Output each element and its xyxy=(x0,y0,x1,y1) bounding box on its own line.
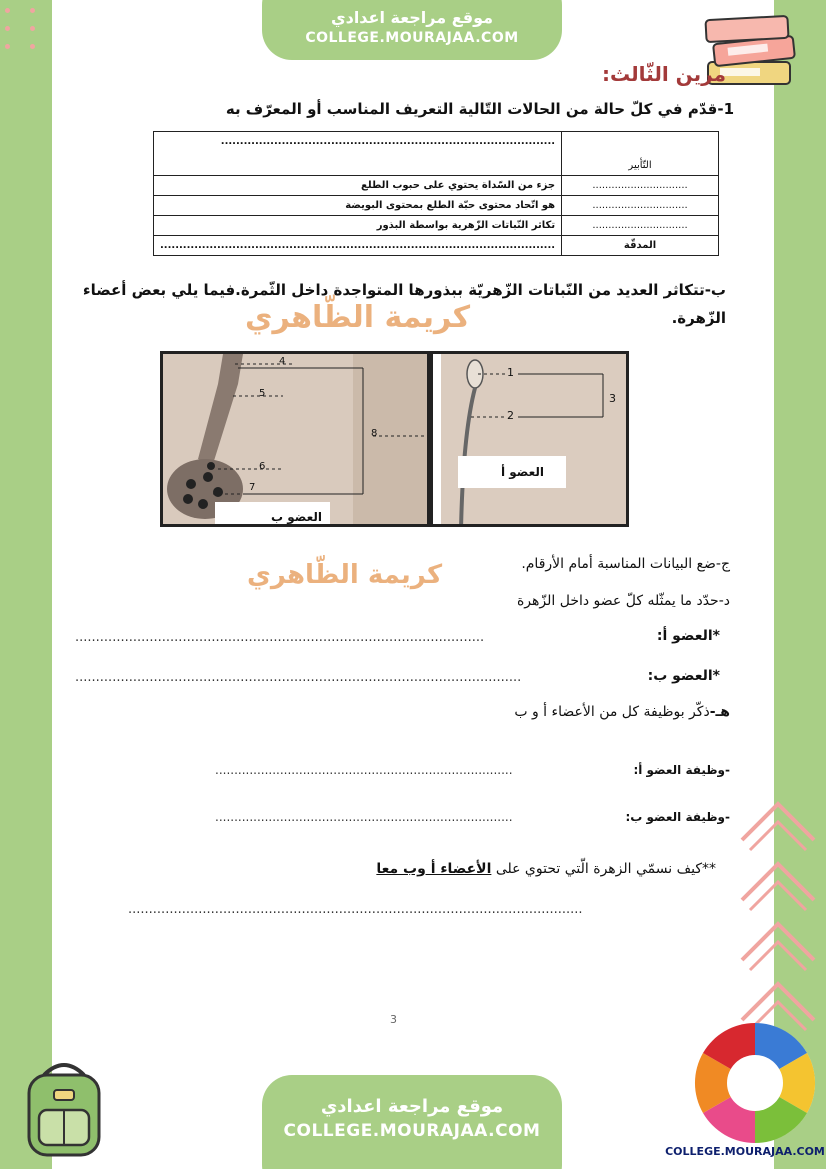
label-number-5: 5 xyxy=(259,388,266,399)
function-a-label: -وظيفة العضو أ: xyxy=(633,763,730,777)
table-cell: ........................................................................................ xyxy=(154,132,562,176)
question-b-line1: ب-تتكاثر العديد من النّباتات الزّهريّة ببذورها المتواجدة داخل الثّمرة.فيما يلي بعض أعضاء xyxy=(82,281,726,299)
label-number-3: 3 xyxy=(609,392,616,405)
organ-a-answer-field[interactable]: ................................................................................................... xyxy=(75,630,485,645)
label-number-4: 4 xyxy=(279,356,286,367)
table-row xyxy=(154,176,719,196)
organ-b-label: *العضو ب: xyxy=(647,668,720,684)
organ-a-label: *العضو أ: xyxy=(656,628,720,644)
footer-site-name: موقع مراجعة اعدادي xyxy=(320,1096,504,1117)
header-site-name: موقع مراجعة اعدادي xyxy=(330,8,494,27)
header-url-link[interactable]: COLLEGE.MOURAJAA.COM xyxy=(305,30,519,46)
footer-logo-url[interactable]: COLLEGE.MOURAJAA.COM xyxy=(665,1145,825,1158)
function-b-answer-field[interactable]: .............................................................................. xyxy=(215,810,513,824)
label-number-2: 2 xyxy=(507,409,514,422)
question-star-bold: الأعضاء أ وب معا xyxy=(376,861,492,877)
backpack-icon xyxy=(14,1055,114,1165)
function-b-label: -وظيفة العضو ب: xyxy=(625,810,730,824)
table-cell: هو اتّحاد محتوى حبّة الطلع بمحتوى البويضة xyxy=(154,196,562,216)
footer-banner xyxy=(262,1075,562,1169)
question-star xyxy=(376,861,716,877)
function-a-answer-field[interactable]: .............................................................................. xyxy=(215,763,513,777)
table-cell: تكاثر النّباتات الزّهرية بواسطة البذور xyxy=(154,216,562,236)
page-number: 3 xyxy=(390,1013,397,1026)
watermark-name: كريمة الظّاهري xyxy=(245,300,471,335)
table-cell: المدقّة xyxy=(562,236,719,256)
question-star-text: **كيف نسمّي الزهرة الّتي تحتوي على xyxy=(495,861,716,877)
photo-organ-a xyxy=(430,351,629,527)
table-cell: .............................. xyxy=(562,216,719,236)
table-cell: .............................. xyxy=(562,176,719,196)
question-h-prefix: هـ- xyxy=(709,704,730,720)
question-d: د-حدّد ما يمثّله كلّ عضو داخل الزّهرة xyxy=(516,593,730,609)
chevron-up-icon xyxy=(738,792,818,856)
question-h xyxy=(514,704,730,720)
label-number-7: 7 xyxy=(249,482,256,493)
label-organ-a: العضو أ xyxy=(458,456,566,488)
books-icon xyxy=(700,10,805,100)
chevron-up-icon xyxy=(738,852,818,916)
label-number-8: 8 xyxy=(371,428,378,439)
table-row xyxy=(154,132,719,176)
organ-b-answer-field[interactable]: ............................................................................................................ xyxy=(75,670,522,685)
table-row xyxy=(154,236,719,256)
photo-organ-b xyxy=(160,351,430,527)
table-row xyxy=(154,196,719,216)
table-cell: التّأبير xyxy=(562,132,719,176)
exercise-title: مرين الثّالث: xyxy=(601,62,726,86)
table-row xyxy=(154,216,719,236)
site-logo-wheel-icon[interactable] xyxy=(692,1020,818,1146)
label-number-1: 1 xyxy=(507,366,514,379)
label-number-6: 6 xyxy=(259,461,266,472)
pistil-diagram xyxy=(433,354,629,527)
final-answer-field[interactable]: .............................................................................................................. xyxy=(128,902,583,917)
question-1: 1-قدّم في كلّ حالة من الحالات التّالية التعريف المناسب أو المعرّف به xyxy=(225,100,734,118)
watermark-name-2: كريمة الظّاهري xyxy=(247,560,443,590)
table-cell: ........................................................................................................ xyxy=(154,236,562,256)
label-organ-b: العضو ب xyxy=(215,502,330,527)
chevron-up-icon xyxy=(738,912,818,976)
question-b-line2: الزّهرة. xyxy=(671,309,726,327)
footer-url-link[interactable]: COLLEGE.MOURAJAA.COM xyxy=(283,1121,541,1141)
table-cell: جزء من السّداة يحتوي على حبوب الطلع xyxy=(154,176,562,196)
definitions-table xyxy=(153,131,719,256)
table-cell: .............................. xyxy=(562,196,719,216)
header-banner xyxy=(262,0,562,60)
question-h-text: ذكّر بوظيفة كل من الأعضاء أ و ب xyxy=(514,704,710,720)
question-c: ج-ضع البيانات المناسبة أمام الأرقام. xyxy=(521,556,730,572)
